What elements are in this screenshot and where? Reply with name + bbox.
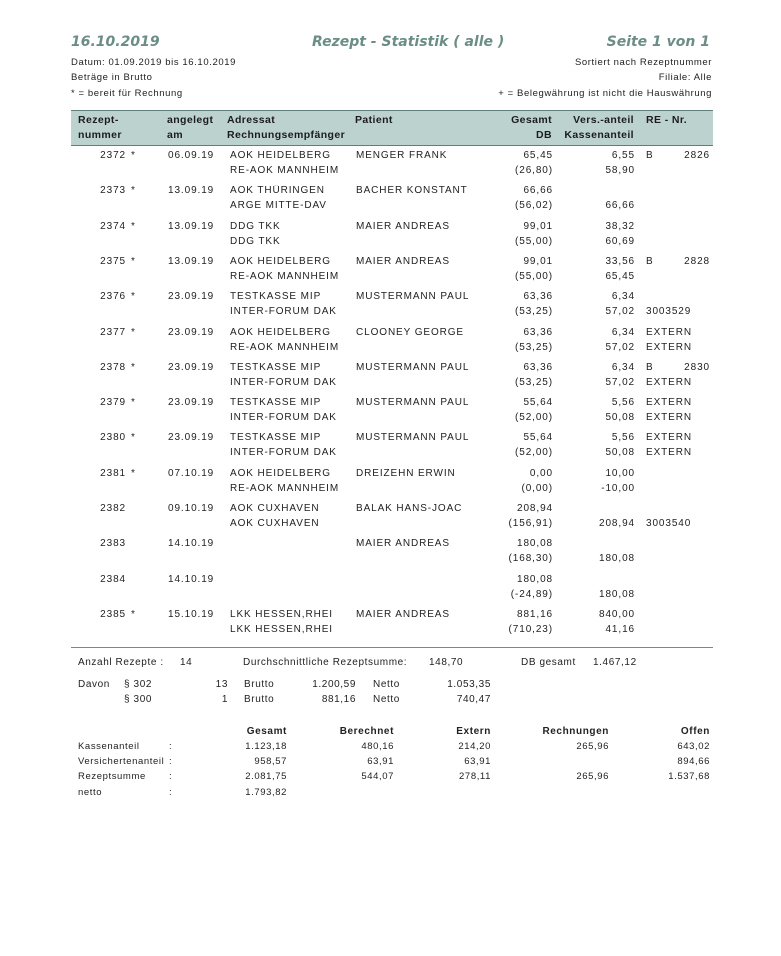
table-row (0, 221, 781, 255)
re-nr-2: 3003529 (646, 306, 692, 318)
kassenanteil: 57,02 (605, 376, 635, 388)
re-nr-2: EXTERN (646, 341, 692, 353)
re-nr: B (646, 361, 654, 373)
gesamt: 881,16 (517, 608, 553, 620)
addressee: TESTKASSE MIP (230, 397, 322, 409)
ready-star: * (131, 150, 136, 161)
gesamt: 66,66 (523, 185, 553, 197)
invoice-recipient: INTER-FORUM DAK (230, 376, 337, 388)
rezept-nr: 2372 (100, 150, 126, 161)
table-row (0, 432, 781, 466)
table-row (0, 468, 781, 502)
re-nr-number: 2828 (684, 255, 710, 267)
addressee: TESTKASSE MIP (230, 361, 322, 373)
patient: MUSTERMANN PAUL (356, 432, 470, 444)
rezept-nr: 2383 (100, 538, 126, 550)
created-date: 15.10.19 (168, 608, 215, 620)
addressee: AOK HEIDELBERG (230, 150, 331, 161)
amounts-note: Beträge in Brutto (71, 72, 153, 83)
kassenanteil: -10,00 (601, 482, 635, 494)
table-row (0, 362, 781, 396)
created-date: 23.09.19 (168, 291, 215, 303)
table-row (0, 256, 781, 290)
totals-header-extern: Extern (456, 726, 491, 737)
col-db: DB (536, 129, 552, 141)
patient: BALAK HANS-JOAC (356, 503, 463, 514)
col-rezept: Rezept- (78, 114, 119, 126)
totals-header-gesamt: Gesamt (246, 726, 287, 737)
gesamt: 99,01 (523, 220, 553, 232)
col-rezept-2: nummer (78, 129, 122, 141)
col-angelegt-2: am (167, 129, 183, 141)
ready-star: * (131, 291, 136, 303)
created-date: 14.10.19 (168, 573, 215, 585)
totals-berechnet: 63,91 (367, 756, 394, 767)
db: (26,80) (515, 165, 553, 176)
rezept-nr: 2376 (100, 291, 126, 303)
re-nr-number: 2826 (684, 150, 710, 161)
re-nr: EXTERN (646, 397, 692, 409)
currency-legend: + = Belegwährung ist nicht die Hauswährung (498, 88, 712, 99)
invoice-recipient: ARGE MITTE-DAV (230, 200, 327, 212)
db: (710,23) (508, 623, 553, 635)
kassenanteil: 180,08 (599, 553, 635, 565)
vers-anteil: 10,00 (605, 467, 635, 479)
report-title: Rezept - Statistik ( alle ) (312, 34, 505, 50)
re-nr: B (646, 255, 654, 267)
col-kasse: Kassenanteil (564, 129, 634, 141)
par302-label: § 302 (124, 679, 153, 690)
db: (52,00) (515, 412, 553, 424)
totals-offen: 643,02 (677, 741, 710, 752)
created-date: 13.09.19 (168, 255, 215, 267)
re-nr-2: 3003540 (646, 518, 692, 529)
created-date: 14.10.19 (168, 538, 215, 550)
vers-anteil: 5,56 (611, 432, 635, 444)
totals-gesamt: 2.081,75 (245, 771, 287, 782)
gesamt: 63,36 (523, 361, 553, 373)
totals-berechnet: 544,07 (361, 771, 394, 782)
addressee: AOK THÜRINGEN (230, 185, 325, 197)
table-header (71, 110, 713, 146)
gesamt: 180,08 (517, 538, 553, 550)
col-vers: Vers.-anteil (573, 114, 634, 126)
patient: MAIER ANDREAS (356, 220, 450, 232)
totals-label: Rezeptsumme (78, 771, 146, 782)
patient: MAIER ANDREAS (356, 608, 450, 620)
created-date: 13.09.19 (168, 185, 215, 197)
table-row (0, 291, 781, 325)
db: (53,25) (515, 341, 553, 353)
patient: MAIER ANDREAS (356, 538, 450, 550)
db: (55,00) (515, 270, 553, 282)
divider (71, 647, 713, 648)
re-nr-2: EXTERN (646, 376, 692, 388)
gesamt: 0,00 (529, 467, 553, 479)
totals-colon: : (169, 787, 173, 798)
par302-brutto-label: Brutto (244, 679, 275, 690)
kassenanteil: 180,08 (599, 588, 635, 600)
addressee: TESTKASSE MIP (230, 291, 322, 303)
branch-info: Filiale: Alle (658, 72, 712, 83)
kassenanteil: 208,94 (599, 518, 635, 529)
rezept-nr: 2374 (100, 220, 126, 232)
re-nr-2: EXTERN (646, 412, 692, 424)
col-angelegt: angelegt (167, 114, 214, 126)
totals-rechnungen: 265,96 (576, 741, 609, 752)
table-row (0, 185, 781, 219)
report-date: 16.10.2019 (71, 34, 160, 50)
invoice-recipient: AOK CUXHAVEN (230, 518, 320, 529)
totals-label: Versichertenanteil (78, 756, 165, 767)
created-date: 06.09.19 (168, 150, 215, 161)
kassenanteil: 41,16 (605, 623, 635, 635)
col-patient: Patient (355, 114, 393, 126)
patient: MENGER FRANK (356, 150, 448, 161)
kassenanteil: 66,66 (605, 200, 635, 212)
vers-anteil: 6,34 (611, 291, 635, 303)
kassenanteil: 60,69 (605, 235, 635, 247)
par302-count: 13 (215, 679, 228, 690)
rezept-nr: 2375 (100, 255, 126, 267)
created-date: 13.09.19 (168, 220, 215, 232)
totals-extern: 278,11 (459, 771, 491, 782)
addressee: AOK HEIDELBERG (230, 255, 331, 267)
totals-gesamt: 958,57 (254, 756, 287, 767)
db: (55,00) (515, 235, 553, 247)
gesamt: 65,45 (523, 150, 553, 161)
ready-star: * (131, 432, 136, 444)
rezept-nr: 2381 (100, 467, 126, 479)
sort-info: Sortiert nach Rezeptnummer (574, 57, 712, 68)
patient: DREIZEHN ERWIN (356, 467, 456, 479)
vers-anteil: 6,34 (611, 326, 635, 338)
db: (168,30) (508, 553, 553, 565)
created-date: 07.10.19 (168, 467, 215, 479)
kassenanteil: 58,90 (605, 165, 635, 176)
totals-extern: 63,91 (464, 756, 491, 767)
table-row (0, 503, 781, 537)
addressee: DDG TKK (230, 220, 281, 232)
davon-label: Davon (78, 679, 110, 690)
db-total-value: 1.467,12 (593, 657, 637, 668)
ready-star: * (131, 608, 136, 620)
rezept-nr: 2380 (100, 432, 126, 444)
db: (56,02) (515, 200, 553, 212)
totals-gesamt: 1.123,18 (245, 741, 287, 752)
par300-brutto-label: Brutto (244, 694, 275, 705)
addressee: AOK HEIDELBERG (230, 326, 331, 338)
gesamt: 55,64 (523, 432, 553, 444)
table-row (0, 538, 781, 572)
invoice-recipient: INTER-FORUM DAK (230, 306, 337, 318)
ready-star: * (131, 361, 136, 373)
re-nr: EXTERN (646, 326, 692, 338)
totals-colon: : (169, 771, 173, 782)
kassenanteil: 50,08 (605, 447, 635, 459)
totals-colon: : (169, 741, 173, 752)
created-date: 23.09.19 (168, 326, 215, 338)
rezept-nr: 2379 (100, 397, 126, 409)
date-range: Datum: 01.09.2019 bis 16.10.2019 (71, 57, 236, 68)
addressee: AOK CUXHAVEN (230, 503, 320, 514)
rezept-nr: 2384 (100, 573, 126, 585)
re-nr: EXTERN (646, 432, 692, 444)
gesamt: 99,01 (523, 255, 553, 267)
totals-header-rechnungen: Rechnungen (542, 726, 609, 737)
re-nr-number: 2830 (684, 361, 710, 373)
gesamt: 55,64 (523, 397, 553, 409)
totals-label: Kassenanteil (78, 741, 140, 752)
table-row (0, 574, 781, 608)
created-date: 23.09.19 (168, 397, 215, 409)
db-total-label: DB gesamt (521, 657, 576, 668)
gesamt: 63,36 (523, 326, 553, 338)
kassenanteil: 65,45 (605, 270, 635, 282)
count-value: 14 (180, 657, 193, 668)
totals-offen: 1.537,68 (668, 771, 710, 782)
totals-berechnet: 480,16 (361, 741, 394, 752)
re-nr: B (646, 150, 654, 161)
re-nr-2: EXTERN (646, 447, 692, 459)
table-row (0, 609, 781, 643)
created-date: 23.09.19 (168, 361, 215, 373)
par300-label: § 300 (124, 694, 153, 705)
invoice-recipient: DDG TKK (230, 235, 281, 247)
addressee: LKK HESSEN,RHEI (230, 608, 333, 620)
table-row (0, 327, 781, 361)
rezept-nr: 2382 (100, 503, 126, 514)
invoice-recipient: INTER-FORUM DAK (230, 412, 337, 424)
vers-anteil: 6,55 (611, 150, 635, 161)
created-date: 23.09.19 (168, 432, 215, 444)
kassenanteil: 50,08 (605, 412, 635, 424)
par300-netto: 740,47 (456, 694, 491, 705)
patient: MUSTERMANN PAUL (356, 291, 470, 303)
par302-netto: 1.053,35 (447, 679, 491, 690)
rezept-nr: 2377 (100, 326, 126, 338)
kassenanteil: 57,02 (605, 341, 635, 353)
rezept-nr: 2385 (100, 608, 126, 620)
ready-star: * (131, 326, 136, 338)
col-adressat: Adressat (227, 114, 276, 126)
patient: MUSTERMANN PAUL (356, 397, 470, 409)
ready-star: * (131, 185, 136, 197)
addressee: TESTKASSE MIP (230, 432, 322, 444)
totals-label: netto (78, 787, 103, 798)
db: (52,00) (515, 447, 553, 459)
db: (-24,89) (510, 588, 553, 600)
rezept-nr: 2373 (100, 185, 126, 197)
ready-star: * (131, 220, 136, 232)
totals-rechnungen: 265,96 (576, 771, 609, 782)
invoice-recipient: LKK HESSEN,RHEI (230, 623, 333, 635)
vers-anteil: 33,56 (605, 255, 635, 267)
table-row (0, 397, 781, 431)
invoice-ready-legend: * = bereit für Rechnung (71, 88, 183, 99)
kassenanteil: 57,02 (605, 306, 635, 318)
db: (53,25) (515, 306, 553, 318)
gesamt: 208,94 (517, 503, 553, 514)
par300-brutto: 881,16 (321, 694, 356, 705)
db: (156,91) (508, 518, 553, 529)
totals-extern: 214,20 (458, 741, 491, 752)
db: (53,25) (515, 376, 553, 388)
col-adressat-2: Rechnungsempfänger (227, 129, 346, 141)
vers-anteil: 38,32 (605, 220, 635, 232)
patient: MAIER ANDREAS (356, 255, 450, 267)
rezept-nr: 2378 (100, 361, 126, 373)
db: (0,00) (521, 482, 553, 494)
col-re-nr: RE - Nr. (646, 114, 688, 126)
par300-netto-label: Netto (373, 694, 400, 705)
ready-star: * (131, 397, 136, 409)
invoice-recipient: RE-AOK MANNHEIM (230, 270, 340, 282)
patient: BACHER KONSTANT (356, 185, 468, 197)
created-date: 09.10.19 (168, 503, 215, 514)
vers-anteil: 5,56 (611, 397, 635, 409)
par302-brutto: 1.200,59 (312, 679, 356, 690)
ready-star: * (131, 467, 136, 479)
invoice-recipient: INTER-FORUM DAK (230, 447, 337, 459)
par302-netto-label: Netto (373, 679, 400, 690)
vers-anteil: 840,00 (599, 608, 635, 620)
average-label: Durchschnittliche Rezeptsumme: (243, 657, 408, 668)
col-gesamt: Gesamt (511, 114, 552, 126)
patient: MUSTERMANN PAUL (356, 361, 470, 373)
invoice-recipient: RE-AOK MANNHEIM (230, 482, 340, 494)
table-row (0, 150, 781, 184)
gesamt: 63,36 (523, 291, 553, 303)
page-indicator: Seite 1 von 1 (606, 34, 710, 50)
totals-header-offen: Offen (680, 726, 710, 737)
patient: CLOONEY GEORGE (356, 326, 464, 338)
vers-anteil: 6,34 (611, 361, 635, 373)
ready-star: * (131, 255, 136, 267)
totals-header-berechnet: Berechnet (339, 726, 394, 737)
totals-offen: 894,66 (677, 756, 710, 767)
average-value: 148,70 (429, 657, 464, 668)
addressee: AOK HEIDELBERG (230, 467, 331, 479)
totals-colon: : (169, 756, 173, 767)
invoice-recipient: RE-AOK MANNHEIM (230, 341, 340, 353)
count-label: Anzahl Rezepte : (78, 657, 164, 668)
invoice-recipient: RE-AOK MANNHEIM (230, 165, 340, 176)
gesamt: 180,08 (517, 573, 553, 585)
totals-gesamt: 1.793,82 (245, 787, 287, 798)
par300-count: 1 (221, 694, 228, 705)
